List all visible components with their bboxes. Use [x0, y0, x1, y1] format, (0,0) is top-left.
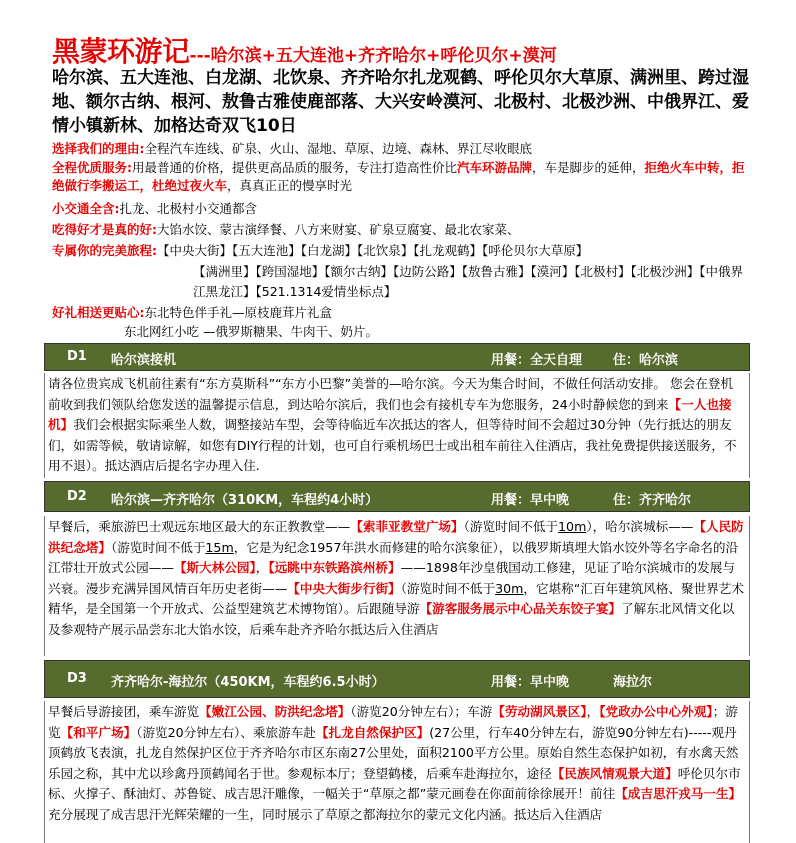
- day-text: （游览20分钟左右）、乘旅游车赴: [136, 724, 316, 740]
- day-highlight: 【一人也接机】: [48, 396, 732, 432]
- day-text: 我们会根据实际乘坐人数，调整接站车型，会等待临近车次抵达的客人，但等待时间不会超过30分钟（先行抵达的朋友们，如需等候，敬请谅解，如您有DIY行程的计划，也可自行乘机场巴士或出租车前往入住酒店，我社免费提供接送服务，不用不退）。抵达酒店后提名字办理入住.: [48, 417, 737, 473]
- day-body-d2: [44, 516, 750, 656]
- day-text: 早餐后导游接团，乘车游览: [48, 704, 200, 719]
- day-number: D1: [67, 349, 87, 364]
- trip-line-1: 【中央大街】【五大连池】【白龙湖】【北饮泉】【扎龙观鹤】【呼伦贝尔大草原】: [157, 243, 589, 258]
- route-list: 哈尔滨、五大连池、白龙湖、北饮泉、齐齐哈尔扎龙观鹤、呼伦贝尔大草原、满洲里、跨过湿地、额尔古纳、根河、敖鲁古雅使鹿部落、大兴安岭漠河、北极村、北极沙洲、中俄界江、爱情小镇新林、加格达奇双飞10日: [52, 68, 749, 136]
- day-text: （游览时间不低于: [463, 519, 559, 534]
- day-body-d3: [44, 701, 750, 843]
- header: [52, 30, 557, 70]
- day-stay: 住：哈尔滨: [613, 353, 679, 368]
- day-highlight: 【游客服务展示中心品关东饺子宴】: [419, 601, 622, 616]
- day-duration: 30m: [495, 580, 524, 596]
- transport-text: 扎龙、北极村小交通都含: [119, 201, 258, 216]
- reason-row: [52, 140, 757, 158]
- food-label: 吃得好才是真的好:: [52, 222, 157, 237]
- day-highlight: 【远眺中东铁路滨州桥】: [268, 560, 401, 575]
- day-stay: 住：齐齐哈尔: [613, 493, 692, 508]
- day-text: ，: [586, 704, 600, 719]
- day-number: D3: [67, 671, 87, 686]
- day-text: ，它堪称“汇百年建筑风格、聚世界艺术精华，是全国第一个开放式、公益型建筑艺术博物馆）。后跟随导游: [48, 580, 744, 616]
- day-title: 齐齐哈尔-海拉尔（450KM，车程约6.5小时）: [111, 675, 385, 690]
- day-meal: 用餐：全天自理: [491, 353, 583, 368]
- reason-label: 选择我们的理由:: [52, 141, 145, 156]
- day-highlight: 【民族风情观景大道】: [551, 765, 678, 781]
- page-title: 黑蒙环游记: [52, 35, 190, 68]
- transport-row: [52, 200, 757, 218]
- day-highlight: 【嫩江公园、防洪纪念塔】: [199, 704, 351, 719]
- gift-line-1: 东北特色伴手礼—原枝鹿茸片礼盒: [144, 305, 333, 320]
- day-text: ），哈尔滨城标——: [586, 519, 694, 534]
- day-title: 哈尔滨接机: [111, 353, 177, 368]
- day-title: 哈尔滨—齐齐哈尔（310KM，车程约4小时）: [111, 493, 379, 508]
- day-text: （游览时间不低于: [400, 580, 496, 596]
- day-text: （游览20分钟左右）；车游: [350, 704, 493, 719]
- service-highlight: 汽车环游品牌: [457, 160, 533, 175]
- day-highlight: 【中央大街步行街】: [287, 580, 401, 596]
- day-text: 呼伦贝尔市标、火撑子、酥油灯、苏鲁锭、成吉思汗雕像，一幅关于“草原之都”蒙元画卷在你面前徐徐展开！前往: [48, 765, 741, 801]
- day-highlight: 【党政办公中心外观】: [599, 704, 713, 719]
- day-meal: 用餐：早中晚: [491, 675, 570, 690]
- day-text: 早餐后，乘旅游巴士观远东地区最大的东正教教堂——: [48, 519, 351, 534]
- day-text: （游览时间不低于: [110, 539, 206, 555]
- service-label: 全程优质服务:: [52, 160, 132, 175]
- day-highlight: 【索菲亚教堂广场】: [350, 519, 464, 534]
- service-row: [52, 159, 757, 195]
- day-stay: 海拉尔: [613, 675, 653, 690]
- gift-row: [52, 304, 757, 322]
- reason-text: 全程汽车连线、矿泉、火山、湿地、草原、边境、森林、界江尽收眼底: [144, 141, 533, 156]
- day-highlight: 【人民防洪纪念塔】: [48, 519, 744, 555]
- service-text-3: ，真真正正的慢享时光: [227, 178, 353, 193]
- trip-label: 专属你的完美旅程:: [52, 243, 157, 258]
- food-text: 大馅水饺、蒙古演绎餐、八方来财宴、矿泉豆腐宴、最北农家菜、: [157, 222, 520, 237]
- page-subtitle: ---哈尔滨+五大连池+齐齐哈尔+呼伦贝尔+漠河: [189, 46, 557, 66]
- gift-line-2: 东北网红小吃 —俄罗斯糖果、牛肉干、奶片。: [124, 324, 378, 339]
- day-number: D2: [67, 489, 87, 504]
- day-highlight: 【成吉思汗戎马一生】: [615, 786, 742, 801]
- trip-row: [52, 242, 757, 260]
- transport-label: 小交通全含:: [52, 201, 120, 216]
- day-duration: 15m: [205, 539, 234, 555]
- day-highlight: 【和平广场】: [60, 724, 137, 740]
- day-text: 充分展现了成吉思汗光辉荣耀的一生，同时展示了草原之都海拉尔的蒙元文化内涵。抵达后入住酒店: [48, 806, 603, 822]
- service-text: 用最普通的价格，提供更高品质的服务，专注打造高性价比: [132, 160, 458, 175]
- day-text: 请各位贵宾成飞机前往素有“东方莫斯科”“东方小巴黎”美誉的—哈尔滨。今天为集合时间，不做任何活动安排。 您会在登机前收到我们领队给您发送的温馨提示信息，到达哈尔滨后，我们也会有接机专车为您服务，24小时静候您的到来: [48, 376, 733, 412]
- service-text-2: ，车是脚步的延伸，: [532, 160, 645, 175]
- day-text: ——1898年沙皇俄国动工修建，见证了哈尔滨城市的发展与兴衰。漫步充满异国风情百年历史老街——: [48, 560, 735, 596]
- day-text: ，: [255, 560, 269, 575]
- day-body-d1: [44, 373, 750, 478]
- service-highlight-2: 拒绝火车中转，拒绝做行李搬运工，杜绝过夜火车: [52, 160, 745, 193]
- day-meal: 用餐：早中晚: [491, 493, 570, 508]
- day-bar-d1: [44, 343, 750, 371]
- day-text: (27公里，行车40分钟左右，游览90分钟左右)-----观丹顶鹤放飞表演，扎龙自然保护区位于齐齐哈尔市区东南27公里处，面积2100平方公里。原始自然生态保护如初，有水禽天然乐园之称，其中尤以珍禽丹顶鹤闻名于世。参观标本厅；登望鹤楼，后乘车赴海拉尔，途径: [48, 724, 739, 781]
- day-text: ，它是为纪念1957年洪水而修建的哈尔滨象征），以俄罗斯填埋大馅水饺外等名字命名的沿江带壮开放式公园——: [48, 539, 739, 575]
- day-highlight: 【扎龙自然保护区】: [315, 724, 430, 740]
- day-text: 了解东北风情文化以及参观特产展示品尝东北大馅水饺，后乘车赴齐齐哈尔抵达后入住酒店: [48, 601, 735, 637]
- trip-line-2: 【满洲里】【跨国湿地】【额尔古纳】【边防公路】【敖鲁古雅】【漠河】【北极村】【北极沙洲】【中俄界江黑龙江】【521.1314爱情坐标点】: [193, 264, 744, 299]
- food-row: [52, 221, 757, 239]
- day-bar-d3: [44, 660, 750, 698]
- day-bar-d2: [44, 481, 750, 512]
- day-highlight: 【劳动湖风景区】: [492, 704, 587, 719]
- day-duration: 10m: [558, 519, 587, 534]
- day-text: ；游览: [48, 704, 738, 740]
- day-highlight: 【斯大林公园】: [173, 560, 256, 575]
- gift-label: 好礼相送更贴心:: [52, 305, 145, 320]
